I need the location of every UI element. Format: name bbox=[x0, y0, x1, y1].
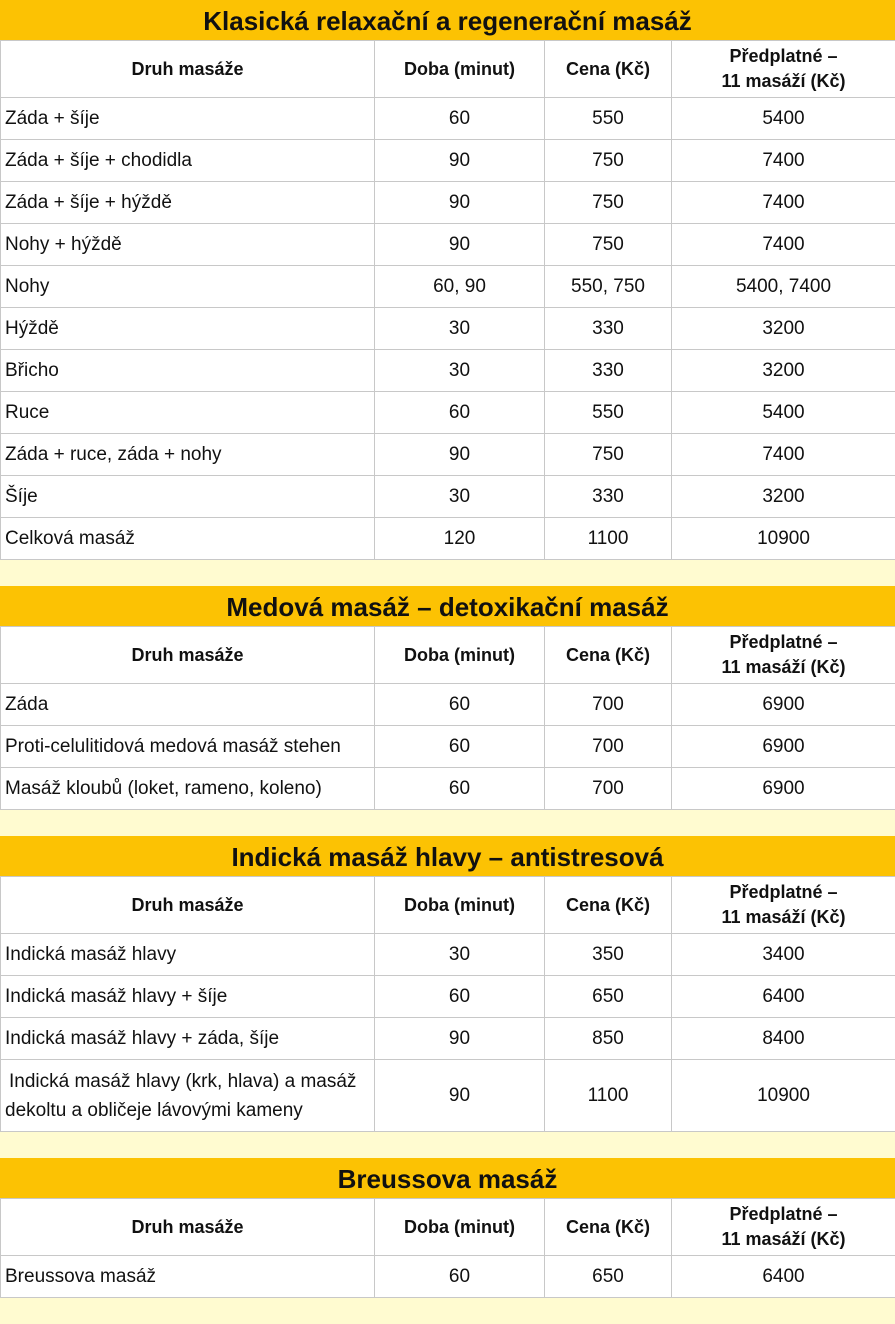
row-price: 850 bbox=[545, 1018, 672, 1060]
row-name: Záda + šíje + hýždě bbox=[1, 182, 375, 224]
row-duration: 90 bbox=[375, 140, 545, 182]
header-duration: Doba (minut) bbox=[375, 1199, 545, 1256]
header-row bbox=[1, 41, 895, 98]
table-row bbox=[1, 434, 895, 476]
row-subscription: 7400 bbox=[672, 140, 895, 182]
header-subscription-line: 11 masáží (Kč) bbox=[676, 655, 891, 680]
row-subscription: 6900 bbox=[672, 726, 895, 768]
row-duration: 120 bbox=[375, 518, 545, 560]
row-duration: 60 bbox=[375, 726, 545, 768]
row-duration: 30 bbox=[375, 476, 545, 518]
row-subscription: 5400 bbox=[672, 392, 895, 434]
header-subscription bbox=[672, 877, 895, 934]
row-name: Celková masáž bbox=[1, 518, 375, 560]
row-price: 700 bbox=[545, 768, 672, 810]
table-row bbox=[1, 476, 895, 518]
header-subscription bbox=[672, 41, 895, 98]
price-table bbox=[0, 40, 895, 560]
row-subscription: 6400 bbox=[672, 1256, 895, 1298]
table-row bbox=[1, 140, 895, 182]
row-name: Břicho bbox=[1, 350, 375, 392]
header-subscription-line: Předplatné – bbox=[676, 880, 891, 905]
row-price: 330 bbox=[545, 308, 672, 350]
table-row bbox=[1, 182, 895, 224]
row-price: 750 bbox=[545, 434, 672, 476]
header-name: Druh masáže bbox=[1, 877, 375, 934]
row-subscription: 5400, 7400 bbox=[672, 266, 895, 308]
row-price: 550, 750 bbox=[545, 266, 672, 308]
table-row bbox=[1, 768, 895, 810]
row-price: 1100 bbox=[545, 518, 672, 560]
row-price: 700 bbox=[545, 726, 672, 768]
row-subscription: 10900 bbox=[672, 518, 895, 560]
section-spacer bbox=[0, 560, 895, 586]
row-subscription: 3400 bbox=[672, 934, 895, 976]
row-duration: 90 bbox=[375, 224, 545, 266]
row-name: Nohy bbox=[1, 266, 375, 308]
row-duration: 90 bbox=[375, 1060, 545, 1132]
row-duration: 90 bbox=[375, 182, 545, 224]
header-name: Druh masáže bbox=[1, 627, 375, 684]
table-row bbox=[1, 392, 895, 434]
row-subscription: 8400 bbox=[672, 1018, 895, 1060]
row-name bbox=[1, 1060, 375, 1132]
row-price: 550 bbox=[545, 98, 672, 140]
header-duration: Doba (minut) bbox=[375, 41, 545, 98]
row-duration: 60 bbox=[375, 976, 545, 1018]
table-row bbox=[1, 308, 895, 350]
table-row bbox=[1, 726, 895, 768]
row-subscription: 3200 bbox=[672, 476, 895, 518]
row-name: Hýždě bbox=[1, 308, 375, 350]
row-duration: 60 bbox=[375, 98, 545, 140]
row-price: 650 bbox=[545, 976, 672, 1018]
header-subscription-line: Předplatné – bbox=[676, 1202, 891, 1227]
table-row bbox=[1, 350, 895, 392]
row-name: Ruce bbox=[1, 392, 375, 434]
row-duration: 60 bbox=[375, 684, 545, 726]
table-row bbox=[1, 934, 895, 976]
header-duration: Doba (minut) bbox=[375, 627, 545, 684]
row-subscription: 6900 bbox=[672, 768, 895, 810]
row-price: 750 bbox=[545, 224, 672, 266]
header-subscription-line: 11 masáží (Kč) bbox=[676, 1227, 891, 1252]
header-price: Cena (Kč) bbox=[545, 1199, 672, 1256]
row-subscription: 3200 bbox=[672, 350, 895, 392]
header-subscription-line: Předplatné – bbox=[676, 630, 891, 655]
row-price: 650 bbox=[545, 1256, 672, 1298]
row-price: 330 bbox=[545, 476, 672, 518]
row-name: Záda + ruce, záda + nohy bbox=[1, 434, 375, 476]
row-subscription: 5400 bbox=[672, 98, 895, 140]
section-spacer bbox=[0, 810, 895, 836]
row-name-line: dekoltu a obličeje lávovými kameny bbox=[5, 1096, 370, 1125]
row-name: Proti-celulitidová medová masáž stehen bbox=[1, 726, 375, 768]
section-spacer bbox=[0, 1298, 895, 1324]
row-price: 1100 bbox=[545, 1060, 672, 1132]
header-name: Druh masáže bbox=[1, 41, 375, 98]
table-row bbox=[1, 1018, 895, 1060]
row-name: Šíje bbox=[1, 476, 375, 518]
row-subscription: 7400 bbox=[672, 182, 895, 224]
price-table bbox=[0, 626, 895, 810]
row-name: Breussova masáž bbox=[1, 1256, 375, 1298]
row-name: Záda bbox=[1, 684, 375, 726]
header-row bbox=[1, 1199, 895, 1256]
row-duration: 30 bbox=[375, 934, 545, 976]
row-name: Záda + šíje bbox=[1, 98, 375, 140]
header-row bbox=[1, 627, 895, 684]
header-row bbox=[1, 877, 895, 934]
table-row bbox=[1, 1256, 895, 1298]
row-subscription: 6400 bbox=[672, 976, 895, 1018]
table-row bbox=[1, 518, 895, 560]
header-subscription-line: Předplatné – bbox=[676, 44, 891, 69]
row-subscription: 7400 bbox=[672, 434, 895, 476]
section-title: Medová masáž – detoxikační masáž bbox=[0, 586, 895, 626]
row-price: 750 bbox=[545, 140, 672, 182]
header-subscription bbox=[672, 1199, 895, 1256]
section-title: Indická masáž hlavy – antistresová bbox=[0, 836, 895, 876]
row-price: 750 bbox=[545, 182, 672, 224]
header-price: Cena (Kč) bbox=[545, 41, 672, 98]
section-title: Klasická relaxační a regenerační masáž bbox=[0, 0, 895, 40]
row-duration: 60 bbox=[375, 768, 545, 810]
row-name: Indická masáž hlavy + šíje bbox=[1, 976, 375, 1018]
header-price: Cena (Kč) bbox=[545, 627, 672, 684]
row-duration: 60, 90 bbox=[375, 266, 545, 308]
table-row bbox=[1, 976, 895, 1018]
table-row bbox=[1, 224, 895, 266]
row-duration: 90 bbox=[375, 434, 545, 476]
table-row bbox=[1, 1060, 895, 1132]
price-table bbox=[0, 876, 895, 1132]
price-table bbox=[0, 1198, 895, 1298]
row-price: 550 bbox=[545, 392, 672, 434]
row-duration: 30 bbox=[375, 308, 545, 350]
row-price: 350 bbox=[545, 934, 672, 976]
section-title: Breussova masáž bbox=[0, 1158, 895, 1198]
header-name: Druh masáže bbox=[1, 1199, 375, 1256]
header-subscription bbox=[672, 627, 895, 684]
row-subscription: 7400 bbox=[672, 224, 895, 266]
row-subscription: 3200 bbox=[672, 308, 895, 350]
row-duration: 30 bbox=[375, 350, 545, 392]
row-name: Indická masáž hlavy bbox=[1, 934, 375, 976]
header-duration: Doba (minut) bbox=[375, 877, 545, 934]
row-duration: 90 bbox=[375, 1018, 545, 1060]
row-name-line: Indická masáž hlavy (krk, hlava) a masáž bbox=[5, 1067, 370, 1096]
row-name: Záda + šíje + chodidla bbox=[1, 140, 375, 182]
row-price: 700 bbox=[545, 684, 672, 726]
header-subscription-line: 11 masáží (Kč) bbox=[676, 69, 891, 94]
header-subscription-line: 11 masáží (Kč) bbox=[676, 905, 891, 930]
row-subscription: 10900 bbox=[672, 1060, 895, 1132]
row-subscription: 6900 bbox=[672, 684, 895, 726]
row-name: Masáž kloubů (loket, rameno, koleno) bbox=[1, 768, 375, 810]
row-duration: 60 bbox=[375, 1256, 545, 1298]
row-name: Nohy + hýždě bbox=[1, 224, 375, 266]
header-price: Cena (Kč) bbox=[545, 877, 672, 934]
table-row bbox=[1, 684, 895, 726]
row-name: Indická masáž hlavy + záda, šíje bbox=[1, 1018, 375, 1060]
row-duration: 60 bbox=[375, 392, 545, 434]
section-spacer bbox=[0, 1132, 895, 1158]
row-price: 330 bbox=[545, 350, 672, 392]
table-row bbox=[1, 266, 895, 308]
table-row bbox=[1, 98, 895, 140]
